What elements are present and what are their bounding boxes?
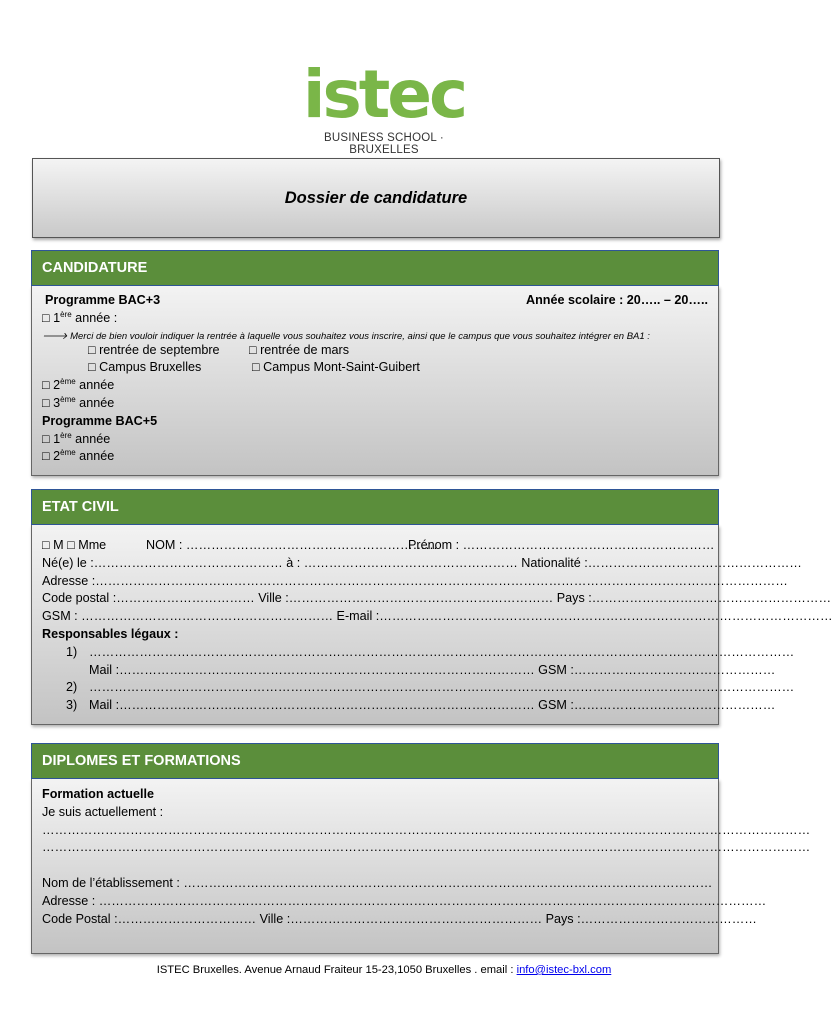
etablissement-code-postal-field[interactable]: Code Postal :…………………………… Ville :…………………………………………………… Pays :……………………………………	[42, 911, 757, 926]
istec-logo	[288, 56, 480, 156]
bac5-year1-checkbox[interactable]	[42, 431, 708, 449]
section-etat-civil	[31, 489, 833, 725]
section-body-candidature	[31, 286, 719, 476]
section-body-diplomes	[31, 779, 811, 954]
bac3-year3-suffix: année	[75, 395, 115, 410]
responsable-2-number: 2)	[66, 680, 78, 695]
program-bac3-row	[42, 292, 708, 310]
option-campus-bruxelles[interactable]: □ Campus Bruxelles	[88, 360, 202, 375]
nom-field[interactable]: NOM : ……………………………………………………	[146, 538, 438, 552]
responsable-3-row	[42, 697, 776, 715]
footer-email-link[interactable]: info@istec-bxl.com	[516, 964, 612, 976]
bac3-year2-sup: ème	[60, 377, 76, 386]
bac5-year1-sup: ère	[60, 430, 72, 440]
document-title: Dossier de candidature	[284, 188, 468, 207]
etablissement-adresse-field[interactable]: Adresse : ……………………………………………………………………………………………………………………………………………	[42, 893, 767, 908]
bac3-year3-text: □ 3	[42, 395, 61, 410]
option-rentree-septembre[interactable]: □ rentrée de septembre	[88, 342, 220, 357]
section-candidature	[31, 250, 719, 476]
responsable-3-mail-field[interactable]: Mail :……………………………………………………………………………………… GSM :…………………………………………	[89, 698, 776, 713]
responsable-1-mail-row	[42, 662, 776, 680]
program-bac3-label: Programme BAC+3	[45, 293, 161, 307]
bac5-year2-text: □ 2	[42, 449, 61, 464]
bac5-year2-checkbox[interactable]	[42, 448, 708, 466]
section-body-etat-civil	[31, 525, 833, 725]
logo-wordmark: istec	[302, 56, 466, 133]
formation-line-1[interactable]: …………………………………………………………………………………………………………………………………………………………………	[42, 822, 811, 837]
identity-row	[42, 537, 715, 555]
responsable-1-mail-field[interactable]: Mail :……………………………………………………………………………………… GSM :…………………………………………	[89, 662, 776, 677]
prenom-field[interactable]: Prénom : ……………………………………………………	[408, 538, 715, 552]
spacer	[42, 857, 708, 875]
bac3-year2-text: □ 2	[42, 378, 61, 393]
document-title-box	[32, 158, 720, 238]
responsable-2-row	[42, 679, 795, 697]
section-heading-candidature: CANDIDATURE	[31, 250, 719, 286]
gsm-email-field[interactable]: GSM : …………………………………………………… E-mail :………………………………………………………………………………………………	[42, 609, 833, 624]
logo-subtitle: BUSINESS SCHOOL · BRUXELLES	[324, 132, 444, 156]
responsable-1-row	[42, 644, 795, 662]
bac3-year1-suffix: année :	[71, 310, 118, 325]
responsable-1-number: 1)	[66, 644, 78, 659]
campus-options-row	[42, 359, 708, 377]
formation-actuelle-label: Formation actuelle	[42, 787, 154, 801]
instruction-text: 🡒 Merci de bien vouloir indiquer la rentrée à laquelle vous souhaitez vous inscrire, ainsi que le campus que vous souhaitez intégrer en BA1 :	[42, 330, 650, 342]
footer	[0, 964, 768, 976]
etablissement-field[interactable]: Nom de l’établissement : ………………………………………………………………………………………………………………	[42, 875, 713, 890]
section-diplomes	[31, 743, 811, 954]
je-suis-label: Je suis actuellement :	[42, 804, 164, 819]
bac5-year1-text: □ 1	[42, 431, 61, 446]
adresse-field[interactable]: Adresse :…………………………………………………………………………………………………………………………………………………	[42, 573, 788, 588]
rentree-options-row	[42, 342, 708, 360]
bac3-year1-text: □ 1	[42, 310, 61, 325]
bac3-year2-suffix: année	[75, 378, 115, 393]
bac3-year2-checkbox[interactable]	[42, 377, 708, 395]
bac5-year2-suffix: année	[75, 449, 115, 464]
annee-scolaire: Année scolaire : 20….. – 20…..	[526, 293, 708, 307]
birth-nationality-field[interactable]: Né(e) le :……………………………………… à : …………………………………………… Nationalité :……………………………………………	[42, 555, 802, 570]
bac5-year1-suffix: année	[71, 431, 111, 446]
section-heading-diplomes: DIPLOMES ET FORMATIONS	[31, 743, 719, 779]
responsable-2-name-field[interactable]: ……………………………………………………………………………………………………………………………………………………	[89, 680, 795, 695]
formation-line-2[interactable]: …………………………………………………………………………………………………………………………………………………………………	[42, 840, 811, 855]
option-rentree-mars[interactable]: □ rentrée de mars	[249, 342, 349, 357]
responsable-1-name-field[interactable]: ……………………………………………………………………………………………………………………………………………………	[89, 644, 795, 659]
responsables-legaux-label: Responsables légaux :	[42, 626, 179, 641]
civilite-checkboxes[interactable]: □ M □ Mme	[42, 538, 107, 552]
option-campus-mont-saint-guibert[interactable]: □ Campus Mont-Saint-Guibert	[252, 360, 420, 375]
instruction-row	[42, 328, 708, 342]
bac3-year1-sup: ère	[60, 309, 72, 319]
code-postal-ville-pays-field[interactable]: Code postal :…………………………… Ville :……………………………………………………… Pays :…………………………………………………	[42, 591, 832, 606]
program-bac5-label: Programme BAC+5	[42, 413, 158, 428]
bac3-year1-checkbox[interactable]	[42, 310, 708, 328]
bac3-year3-sup: ème	[60, 394, 76, 404]
footer-address: ISTEC Bruxelles. Avenue Arnaud Fraiteur 15-23,1050 Bruxelles . email :	[156, 964, 517, 976]
bac5-year2-sup: ème	[60, 448, 76, 458]
responsable-3-number: 3)	[66, 698, 78, 713]
section-heading-etat-civil: ETAT CIVIL	[31, 489, 719, 525]
bac3-year3-checkbox[interactable]	[42, 395, 708, 413]
